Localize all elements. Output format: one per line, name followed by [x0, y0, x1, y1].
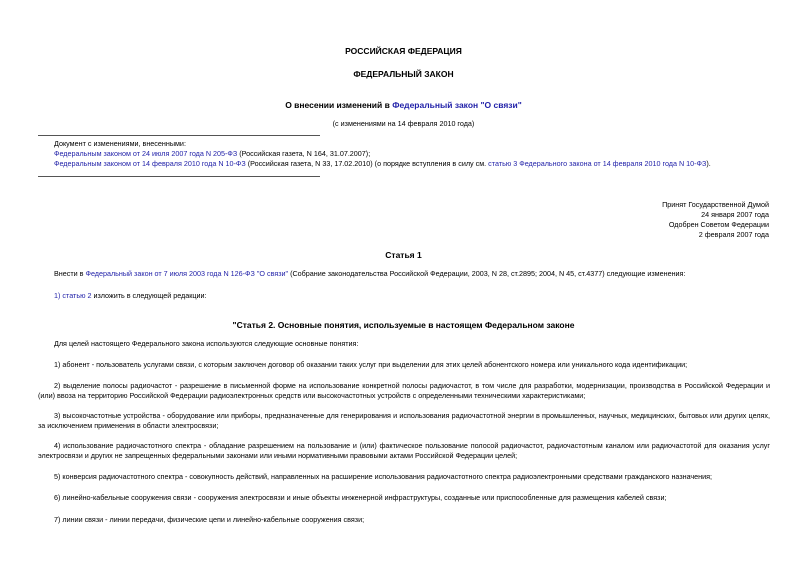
definition-item-4: 4) использование радиочастотного спектра - обладание разрешением на пользование и (или) фактическое пользование полосой радиочастот, радиочастотным каналом или радиочастотой для оказания услуг электросвязи и других не запрещенных федеральными законами или иными нормативными правовыми актами Российской Федерации целей; [38, 441, 770, 460]
amendment-link-2007[interactable]: Федеральным законом от 24 июля 2007 года N 205-ФЗ [54, 149, 238, 158]
definition-item-2: 2) выделение полосы радиочастот - разрешение в письменной форме на использование конкретной полосы радиочастот, в том числе для разработки, модернизации, производства в Российской Федерации и (или) ввоза на территорию Российской Федерации радиоэлектронных средств или высокочастотных устройств с определенными техническими характеристиками; [38, 381, 770, 400]
article-2-intro: Для целей настоящего Федерального закона используются следующие основные понятия: [54, 339, 359, 348]
amendment-source-2010: (Российская газета, N 33, 17.02.2010) (о порядке вступления в силу см. [245, 159, 489, 168]
article-1-intro-prefix: Внести в [54, 269, 86, 278]
approved-federation-council-date: 2 февраля 2007 года [698, 230, 769, 239]
amendment-link-2010[interactable]: Федеральным законом от 14 февраля 2010 года N 10-ФЗ [54, 159, 246, 168]
amendment-line-1 [54, 149, 370, 159]
amendment-line-2 [54, 159, 711, 169]
country-heading: РОССИЙСКАЯ ФЕДЕРАЦИЯ [345, 46, 462, 56]
item-1-number: 1) [54, 291, 63, 300]
title-law-link[interactable]: Федеральный закон "О связи" [392, 100, 522, 110]
article-2-link[interactable]: статью 2 [62, 291, 92, 300]
title-prefix: О внесении изменений в [285, 100, 393, 110]
definition-item-1: 1) абонент - пользователь услугами связи, с которым заключен договор об оказании таких услуг при выделении для этих целей абонентского номера или уникального кода идентификации; [54, 360, 688, 369]
article-1-item-1 [54, 291, 207, 301]
article-1-intro-rest: (Собрание законодательства Российской Федерации, 2003, N 28, ст.2895; 2004, N 45, ст.4377) следующие изменения: [288, 269, 686, 278]
edition-note: (с изменениями на 14 февраля 2010 года) [332, 119, 475, 128]
law-type-heading: ФЕДЕРАЛЬНЫЙ ЗАКОН [353, 69, 454, 79]
definition-item-6: 6) линейно-кабельные сооружения связи - сооружения электросвязи и иные объекты инженерной инфраструктуры, созданные или приспособленные для размещения кабелей связи; [54, 493, 667, 502]
article-2-heading: "Статья 2. Основные понятия, используемые в настоящем Федеральном законе [232, 320, 575, 330]
amendment-source-2007: (Российская газета, N 164, 31.07.2007); [237, 149, 371, 158]
amendments-intro: Документ с изменениями, внесенными: [54, 139, 186, 148]
item-1-rest: изложить в следующей редакции: [91, 291, 207, 300]
top-divider [38, 135, 320, 136]
definition-item-5: 5) конверсия радиочастотного спектра - совокупность действий, направленных на расширение использования радиочастотного спектра радиоэлектронными средствами гражданского назначения; [54, 472, 713, 481]
bottom-divider [38, 176, 320, 177]
definition-item-3: 3) высокочастотные устройства - оборудование или приборы, предназначенные для генерирования и использования радиочастотной энергии в промышленных, научных, медицинских, бытовых или других целях, за исключением применения в области электросвязи; [38, 411, 770, 430]
amendment-line-end: ). [706, 159, 711, 168]
article-1-heading: Статья 1 [385, 250, 422, 260]
article-1-intro [54, 269, 685, 279]
amendment-link-article3[interactable]: статью 3 Федерального закона от 14 февраля 2010 года N 10-ФЗ [488, 159, 707, 168]
article-1-law-link[interactable]: Федеральный закон от 7 июля 2003 года N 126-ФЗ "О связи" [85, 269, 289, 278]
approved-federation-council: Одобрен Советом Федерации [668, 220, 769, 229]
adopted-duma-date: 24 января 2007 года [701, 210, 769, 219]
adopted-duma: Принят Государственной Думой [662, 200, 769, 209]
definition-item-7: 7) линии связи - линии передачи, физические цепи и линейно-кабельные сооружения связи; [54, 515, 365, 524]
document-title [0, 100, 807, 110]
